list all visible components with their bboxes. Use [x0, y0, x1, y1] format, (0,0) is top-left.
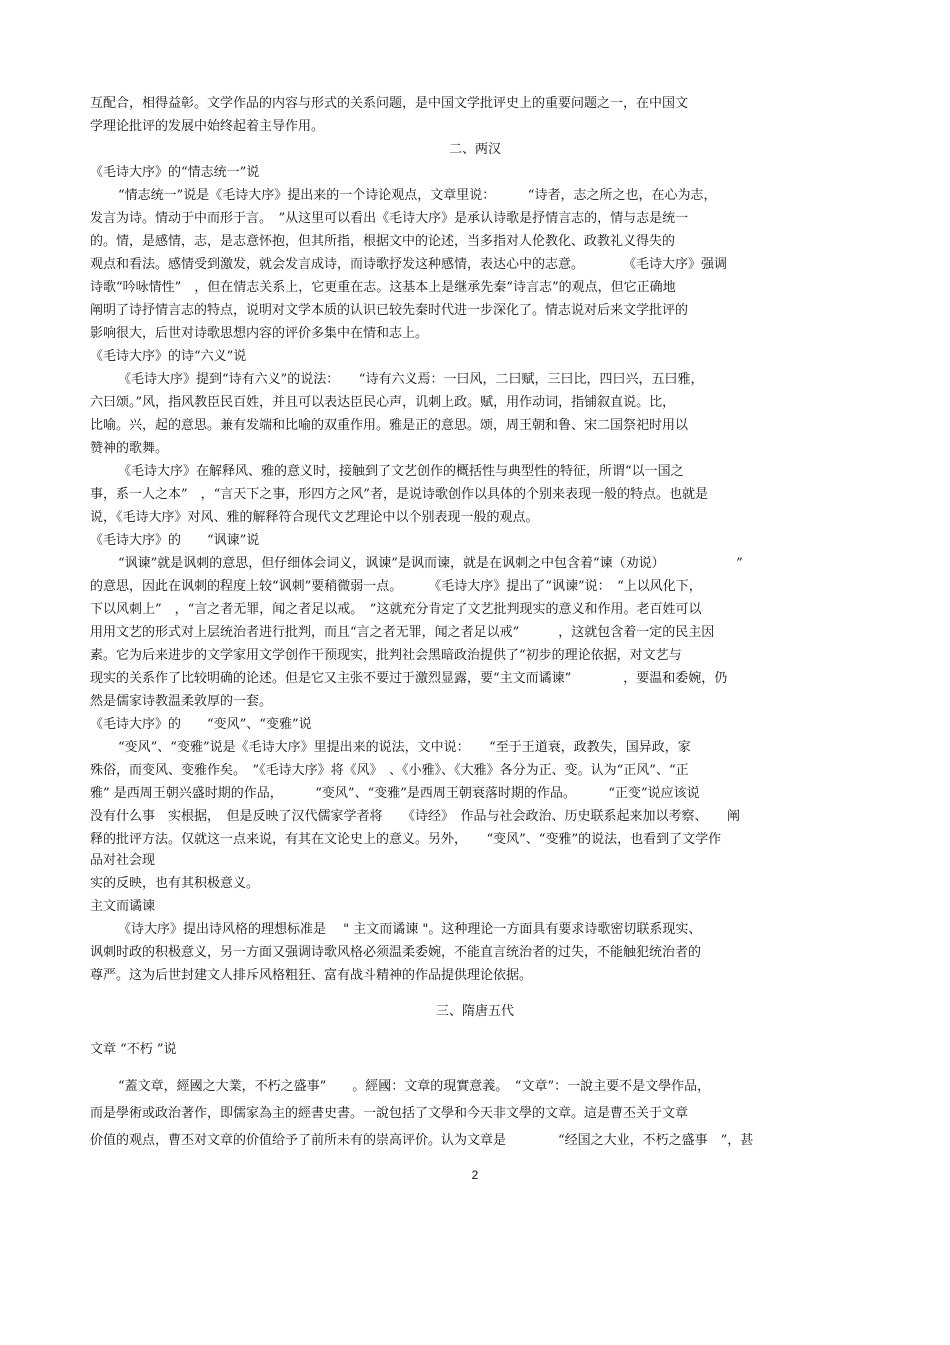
paragraph-line: 事，系一人之本” ，“言天下之事，形四方之风”者，是说诗歌创作以具体的个别来表现一般的特点。也就是 — [90, 487, 708, 502]
paragraph-line: 的。情，是感情，志，是志意怀抱，但其所指，根据文中的论述，当多指对人伦教化、政教礼义得失的 — [90, 234, 676, 249]
paragraph-line: 六曰颂。”风，指风教臣民百姓，并且可以表达臣民心声，讥刺上政。赋，用作动词，指铺叙直说。比， — [90, 395, 676, 410]
paragraph-line: “变风”、“变雅”说是《毛诗大序》里提出来的说法，文中说： “至于王道衰，政教失，国异政，家 — [118, 740, 691, 755]
paragraph-line: 然是儒家诗教温柔敦厚的一套。 — [90, 694, 273, 709]
paragraph-line: 说，《毛诗大序》对风、雅的解释符合现代文艺理论中以个别表现一般的观点。 — [90, 510, 539, 525]
paragraph-line: 下以风刺上” ，“言之者无罪，闻之者足以戒。 ”这就充分肯定了文艺批判现实的意义和作用。老百姓可以 — [90, 602, 702, 617]
paragraph-line: 阐明了诗抒情言志的特点，说明对文学本质的认识已较先秦时代进一步深化了。情志说对后来文学批评的 — [90, 303, 689, 318]
paragraph-line: 的意思，因此在讽刺的程度上较“讽刺”要稍微弱一点。 《毛诗大序》提出了“讽谏”说： “上以风化下， — [90, 579, 702, 594]
topic-title: 主文而谲谏 — [90, 899, 156, 914]
paragraph-line: 素。它为后来进步的文学家用文学创作干预现实，批判社会黑暗政治提供了“初步的理论依据，对文艺与 — [90, 648, 682, 663]
topic-title: 《毛诗大序》的“情志统一”说 — [90, 165, 260, 180]
paragraph-line: 发言为诗。情动于中而形于言。 ”从这里可以看出《毛诗大序》是承认诗歌是抒情言志的，情与志是统一 — [90, 211, 689, 226]
topic-title: 《毛诗大序》的 “讽谏”说 — [90, 533, 260, 548]
topic-title: 文章 “不朽 ”说 — [90, 1042, 177, 1057]
paragraph-line: 现实的关系作了比较明确的论述。但是它又主张不要过于激烈显露，要“主文而谲谏” ，要温和委婉，仍 — [90, 671, 728, 686]
section-heading: 三、隋唐五代 — [435, 1004, 514, 1019]
paragraph-line: 观点和看法。感情受到激发，就会发言成诗，而诗歌抒发这种感情，表达心中的志意。 《毛诗大序》强调 — [90, 257, 728, 272]
paragraph-line: 而是學術或政治著作，即儒家為主的經書史書。一說包括了文學和今天非文學的文章。這是曹丕关于文章 — [90, 1106, 689, 1121]
paragraph-line: 殊俗，而变风、变雅作矣。 ”《毛诗大序》将《风》 、《小雅》、《大雅》各分为正、变。认为“正风”、“正 — [90, 763, 689, 778]
page-number: 2 — [471, 1168, 479, 1182]
intro-line: 学理论批评的发展中始终起着主导作用。 — [90, 119, 325, 134]
paragraph-line: 《诗大序》提出诗风格的理想标准是 " 主文而谲谏 "。这种理论一方面具有要求诗歌密切联系现实、 — [118, 922, 702, 937]
intro-line: 互配合，相得益彰。文学作品的内容与形式的关系问题，是中国文学批评史上的重要问题之一，在中国文 — [90, 96, 689, 111]
paragraph-line: 《毛诗大序》提到“诗有六义”的说法： “诗有六义焉：一曰风，二曰赋，三曰比，四曰兴，五曰雅， — [118, 372, 704, 387]
paragraph-line: 释的批评方法。仅就这一点来说，有其在文论史上的意义。另外， “变风”、“变雅”的说法，也看到了文学作 — [90, 832, 722, 847]
paragraph-line: 品对社会现 — [90, 853, 156, 868]
paragraph-line: 《毛诗大序》在解释风、雅的意义时，接触到了文艺创作的概括性与典型性的特征，所谓“以一国之 — [118, 464, 684, 479]
paragraph-line: 用用文艺的形式对上层统治者进行批判，而且“言之者无罪，闻之者足以戒” ，这就包含着一定的民主因 — [90, 625, 715, 640]
section-heading: 二、两汉 — [448, 142, 501, 157]
paragraph-line: 没有什么事 实根据， 但是反映了汉代儒家学者将 《诗经》 作品与社会政治、历史联系起来加以考察、 阐 — [90, 809, 741, 824]
paragraph-line: 诗歌“吟咏情性” ，但在情志关系上，它更重在志。这基本上是继承先秦“诗言志”的观点，但它正确地 — [90, 280, 676, 295]
topic-title: 《毛诗大序》的 “变风”、“变雅”说 — [90, 717, 312, 732]
paragraph-line: 尊严。这为后世封建文人排斥风格粗狂、富有战斗精神的作品提供理论依据。 — [90, 968, 533, 983]
topic-title: 《毛诗大序》的诗“六义”说 — [90, 349, 247, 364]
paragraph-line: “蓋文章，經國之大業，不朽之盛事” 。經國：文章的現實意義。 “文章”：一說主要不是文學作品， — [118, 1079, 711, 1094]
paragraph-line: 雅” 是西周王朝兴盛时期的作品， “变风”、“变雅”是西周王朝衰落时期的作品。 “正变”说应该说 — [90, 786, 700, 801]
paragraph-line: 赞神的歌舞。 — [90, 441, 169, 456]
paragraph-line: 比喻。兴，起的意思。兼有发端和比喻的双重作用。雅是正的意思。颂，周王朝和鲁、宋二国祭祀时用以 — [90, 418, 689, 433]
paragraph-line: 影响很大，后世对诗歌思想内容的评价多集中在情和志上。 — [90, 326, 429, 341]
paragraph-line: 讽刺时政的积极意义，另一方面又强调诗歌风格必须温柔委婉，不能直言统治者的过失，不能触犯统治者的 — [90, 945, 702, 960]
paragraph-line: 实的反映，也有其积极意义。 — [90, 876, 260, 891]
paragraph-line: “情志统一”说是《毛诗大序》提出来的一个诗论观点，文章里说： “诗者，志之所之也，在心为志， — [118, 188, 717, 203]
paragraph-line: “讽谏”就是讽刺的意思，但仔细体会词义，讽谏”是讽而谏，就是在讽刺之中包含着“谏（劝说） ” — [118, 556, 743, 571]
paragraph-line: 价值的观点，曹丕对文章的价值给予了前所未有的崇高评价。认为文章是 “经国之大业，不朽之盛事 ”，甚 — [90, 1133, 754, 1148]
